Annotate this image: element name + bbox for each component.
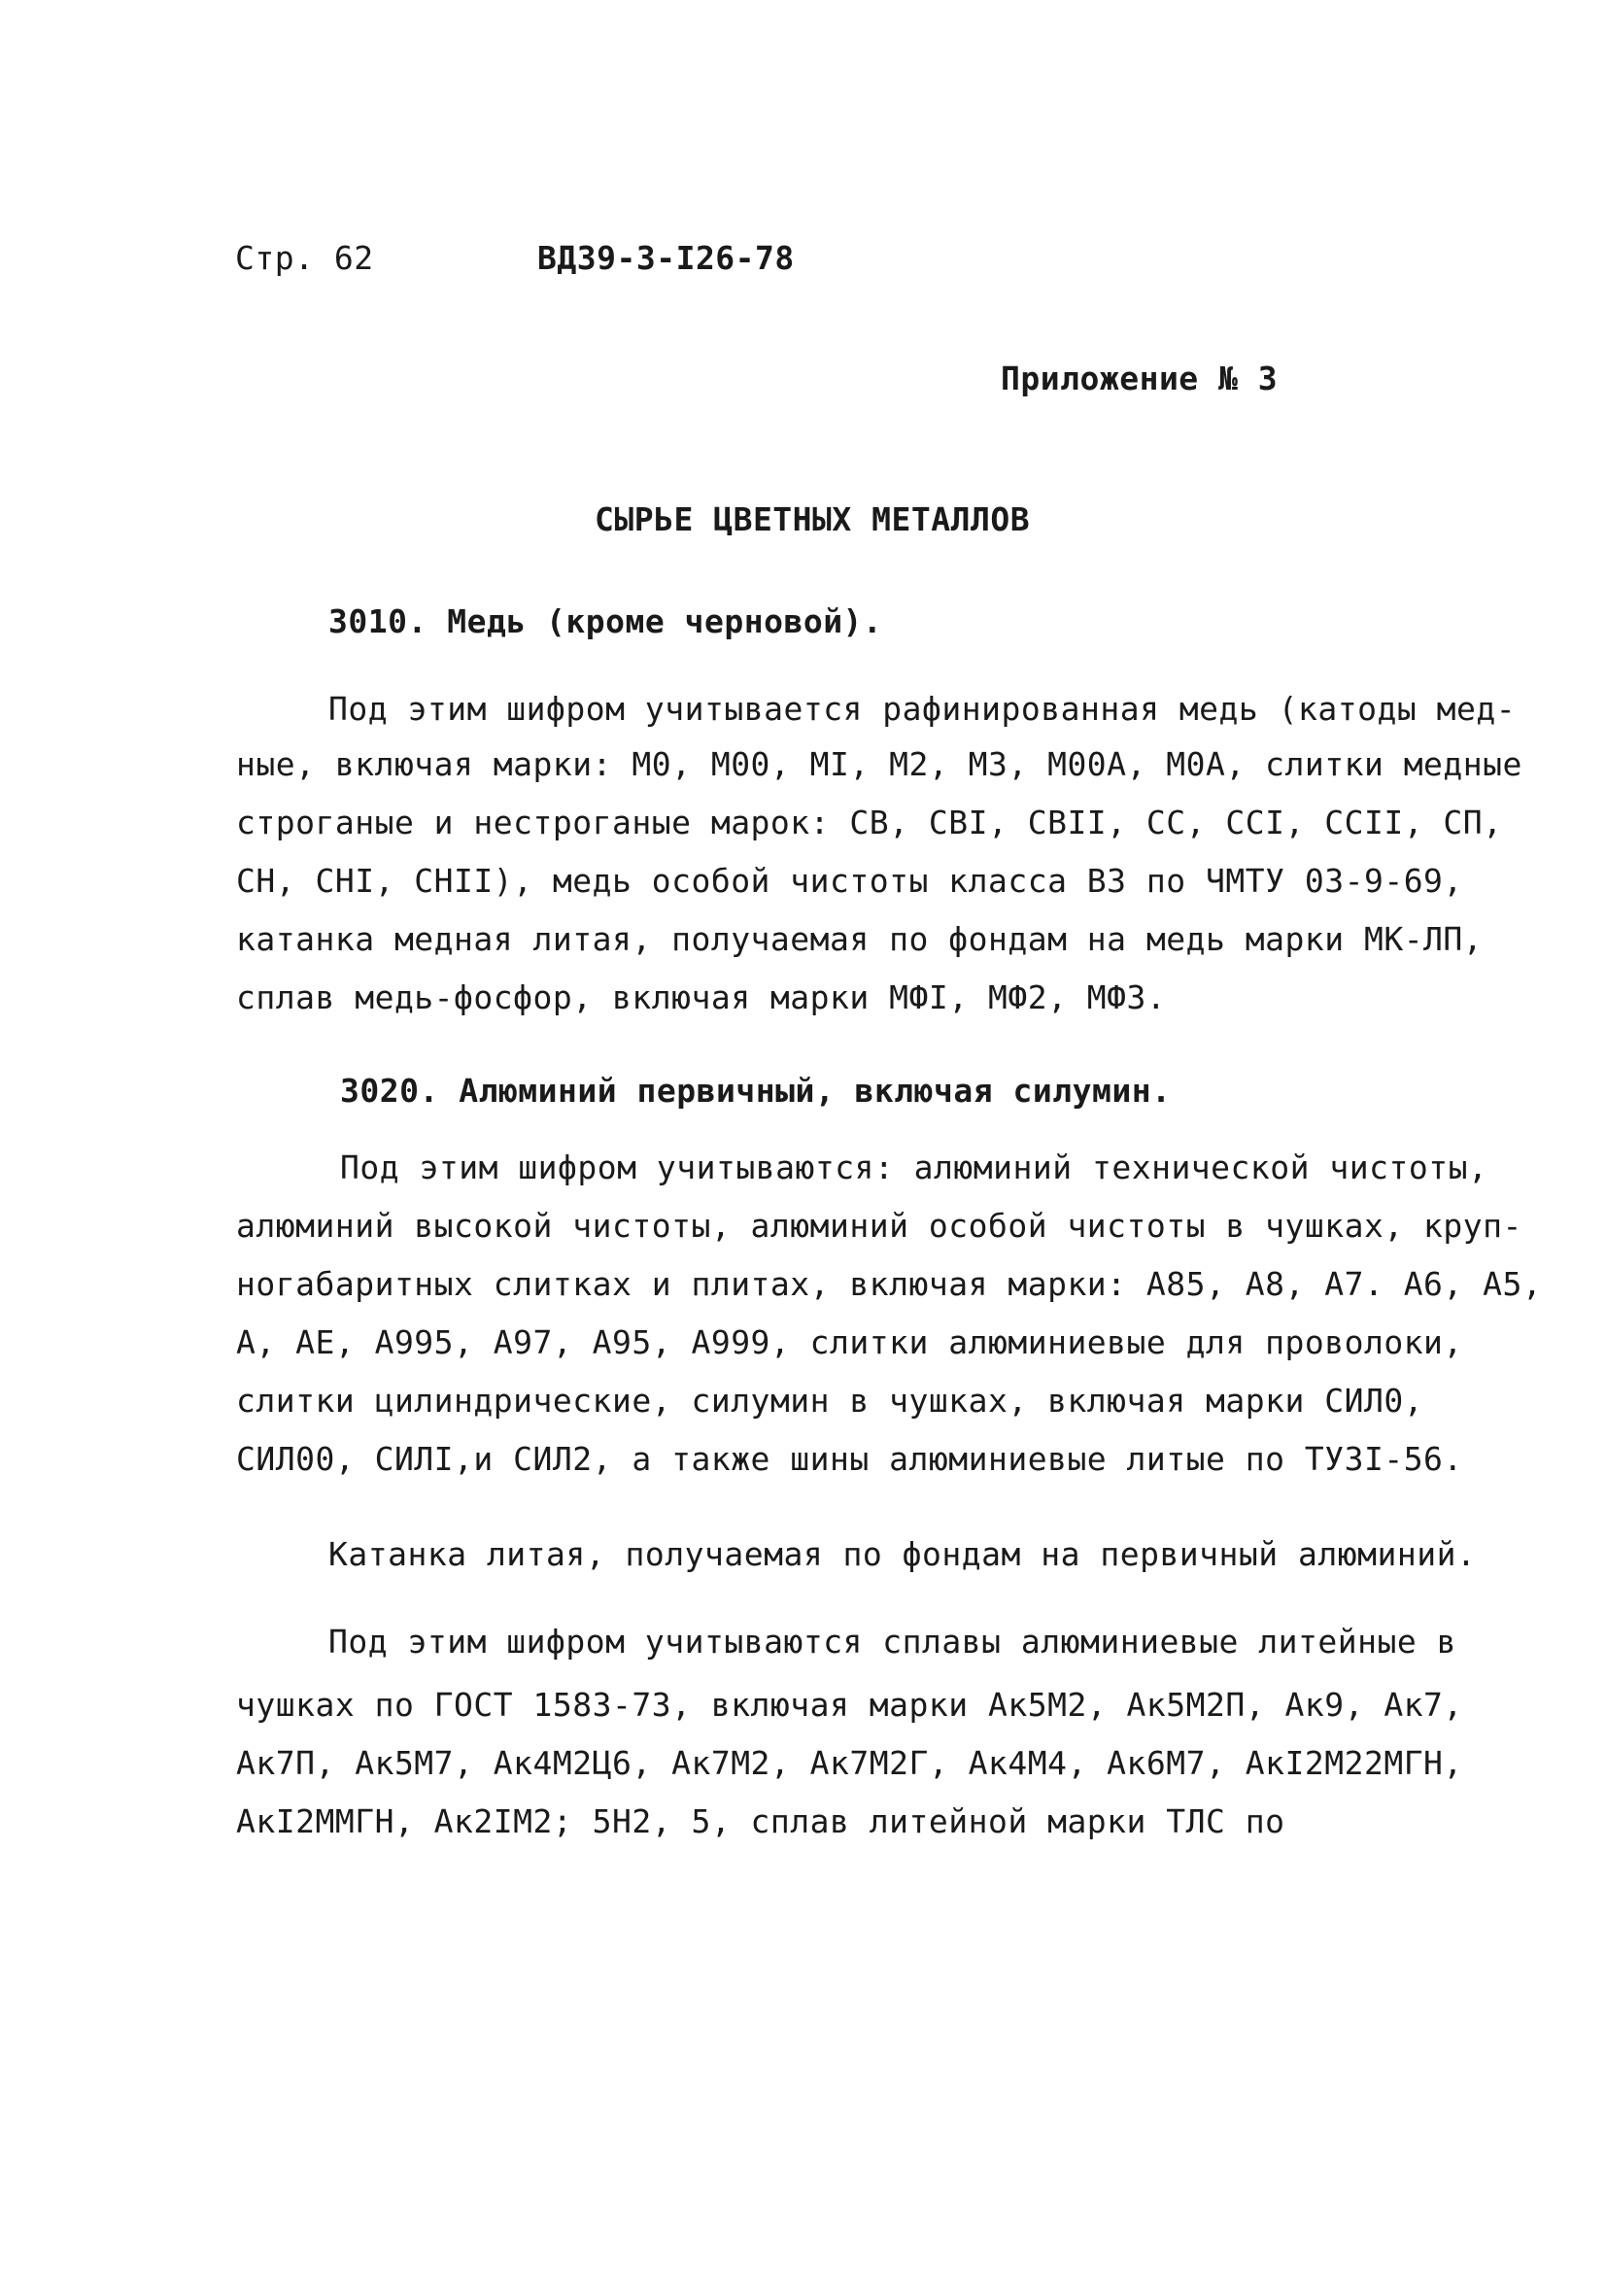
section-3010-line: ные, включая марки: М0, М00, МI, М2, М3, М00А, М0А, слитки медные [236, 745, 1522, 783]
section-3010-line: катанка медная литая, получаемая по фондам на медь марки МК-ЛП, [236, 920, 1484, 958]
document-code: ВД39-3-I26-78 [537, 239, 795, 277]
alloys-line: чушках по ГОСТ 1583-73, включая марки Ак5М2, Ак5М2П, Ак9, Ак7, [236, 1686, 1463, 1724]
section-3020-line: ногабаритных слитках и плитах, включая марки: А85, А8, А7. А6, А5, [236, 1265, 1543, 1303]
section-3010-heading: 3010. Медь (кроме черновой). [328, 602, 883, 640]
section-3010-line: сплав медь-фосфор, включая марки МФI, МФ2, МФ3. [236, 978, 1167, 1016]
section-3020-line: СИЛ00, СИЛI,и СИЛ2, а также шины алюминиевые литые по ТУ3I-56. [236, 1440, 1463, 1478]
alloys-line: Ак7П, Ак5М7, Ак4М2Ц6, Ак7М2, Ак7М2Г, Ак4М4, Ак6М7, АкI2М22МГН, [236, 1744, 1463, 1782]
katanka-paragraph: Катанка литая, получаемая по фондам на первичный алюминий. [328, 1535, 1477, 1573]
section-3020-line: алюминий высокой чистоты, алюминий особой чистоты в чушках, круп- [236, 1207, 1522, 1245]
page-number: Стр. 62 [235, 239, 374, 277]
appendix-label: Приложение № 3 [1001, 360, 1279, 397]
section-3010-line: Под этим шифром учитывается рафинированная медь (катоды мед- [328, 690, 1517, 728]
section-3020-line: Под этим шифром учитываются: алюминий технической чистоты, [340, 1148, 1488, 1186]
document-title: СЫРЬЕ ЦВЕТНЫХ МЕТАЛЛОВ [595, 500, 1031, 538]
section-3020-line: слитки цилиндрические, силумин в чушках, включая марки СИЛ0, [236, 1382, 1424, 1420]
section-3010-line: СН, СНI, СНII), медь особой чистоты класса В3 по ЧМТУ 03-9-69, [236, 862, 1463, 900]
section-3020-heading: 3020. Алюминий первичный, включая силумин. [340, 1072, 1172, 1110]
alloys-line: АкI2ММГН, Ак2IМ2; 5Н2, 5, сплав литейной марки ТЛС по [236, 1802, 1285, 1840]
section-3010-line: строганые и нестроганые марок: СВ, СВI, СВII, СС, ССI, ССII, СП, [236, 804, 1503, 841]
section-3020-line: А, АЕ, А995, А97, А95, А999, слитки алюминиевые для проволоки, [236, 1323, 1463, 1361]
alloys-line: Под этим шифром учитываются сплавы алюминиевые литейные в [328, 1623, 1456, 1661]
